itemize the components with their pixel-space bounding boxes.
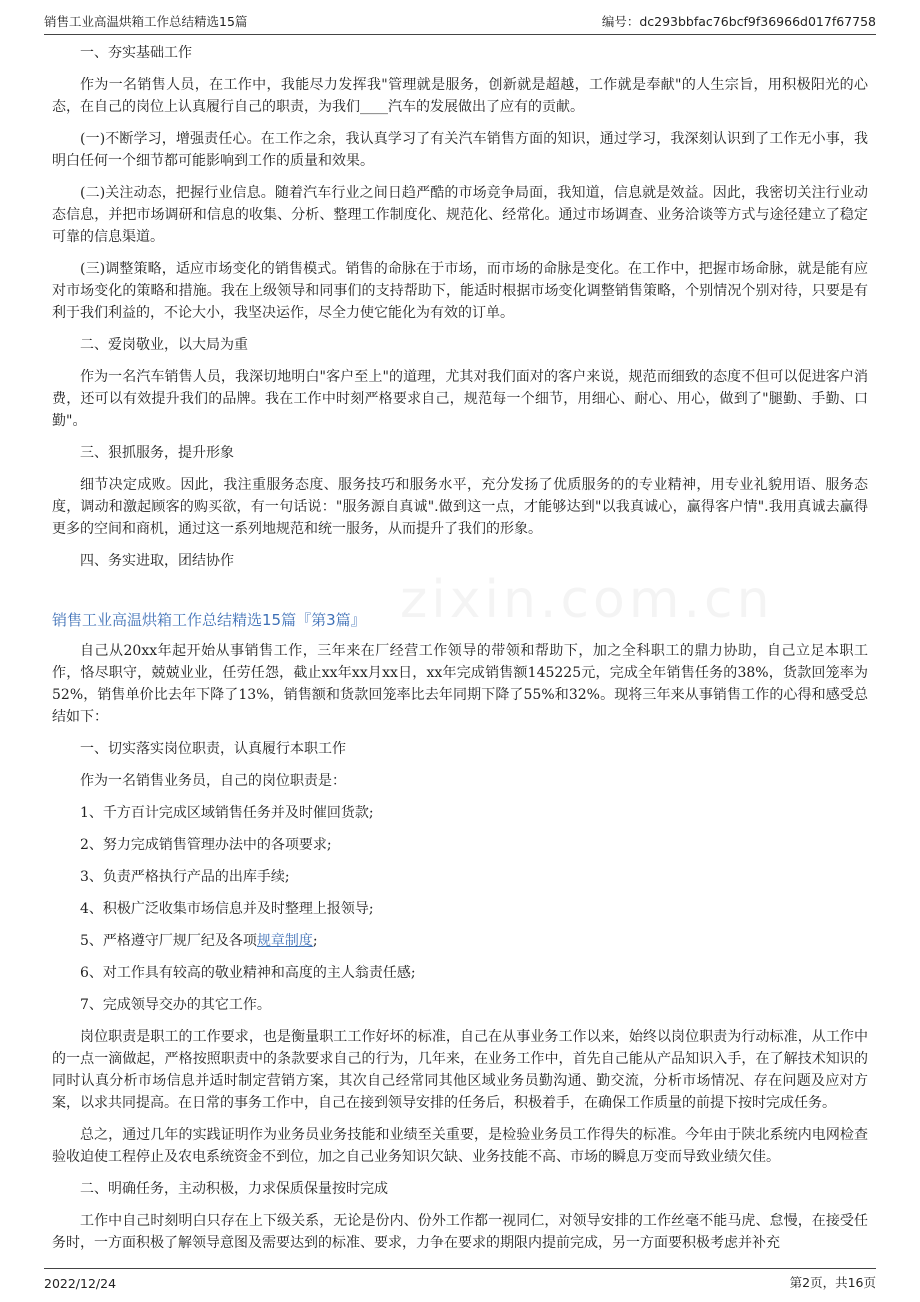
heading-3: 三、狠抓服务，提升形象 [80, 445, 234, 461]
document-number: 编号：dc293bbfac76bcf9f36966d017f67758 [601, 14, 876, 29]
heading-4: 四、务实进取，团结协作 [80, 553, 234, 569]
page-header [44, 12, 876, 35]
list-item: 7、完成领导交办的其它工作。 [80, 997, 271, 1013]
footer-date: 2022/12/24 [44, 1276, 117, 1291]
paragraph: 工作中自己时刻明白只存在上下级关系，无论是份内、份外工作都一视同仁，对领导安排的工作丝毫不能马虎、怠慢，在接受任务时，一方面积极了解领导意图及需要达到的标准、要求，力争在要求的期限内提前完成，另一方面要积极考虑并补充 [52, 1213, 868, 1251]
heading-2: 二、爱岗敬业，以大局为重 [80, 337, 248, 353]
list-item: 1、千方百计完成区域销售任务并及时催回货款; [80, 805, 374, 821]
paragraph: 作为一名销售人员，在工作中，我能尽力发挥我"管理就是服务，创新就是超越，工作就是奉献"的人生宗旨，用积极阳光的心态，在自己的岗位上认真履行自己的职责，为我们____汽车的发展做出了应有的贡献。 [52, 77, 868, 115]
watermark: zixin.com.cn [400, 570, 774, 630]
paragraph: 自己从20xx年起开始从事销售工作，三年来在厂经营工作领导的带领和帮助下，加之全科职工的鼎力协助，自己立足本职工作，恪尽职守，兢兢业业，任劳任怨，截止xx年xx月xx日，xx年完成销售额145225元，完成全年销售任务的38%，货款回笼率为52%，销售单价比去年下降了13%，销售额和货款回笼率比去年同期下降了55%和32%。现将三年来从事销售工作的心得和感受总结如下： [52, 643, 868, 725]
section-title[interactable]: 销售工业高温烘箱工作总结精选15篇『第3篇』 [52, 611, 366, 629]
paragraph: 细节决定成败。因此，我注重服务态度、服务技巧和服务水平，充分发扬了优质服务的的专业精神，用专业礼貌用语、服务态度，调动和激起顾客的购买欲，有一句话说："服务源自真诚".做到这一点，才能够达到"以我真诚心，赢得客户情".我用真诚去赢得更多的空间和商机，通过这一系列地规范和统一服务，从而提升了我们的形象。 [52, 477, 868, 537]
regulations-link[interactable]: 规章制度 [256, 933, 313, 949]
page-footer [44, 1268, 876, 1291]
list-item: 2、努力完成销售管理办法中的各项要求; [80, 837, 332, 853]
list-item [52, 930, 868, 952]
paragraph: 总之，通过几年的实践证明作为业务员业务技能和业绩至关重要，是检验业务员工作得失的标准。今年由于陕北系统内电网检查验收迫使工程停止及农电系统资金不到位，加之自己业务知识欠缺、业务技能不高、市场的瞬息万变而导致业绩欠佳。 [52, 1127, 868, 1165]
paragraph: (三)调整策略，适应市场变化的销售模式。销售的命脉在于市场，而市场的命脉是变化。在工作中，把握市场命脉，就是能有应对市场变化的策略和措施。我在上级领导和同事们的支持帮助下，能适时根据市场变化调整销售策略，个别情况个别对待，只要是有利于我们利益的，不论大小，我坚决运作，尽全力使它能化为有效的订单。 [52, 261, 868, 321]
paragraph: (二)关注动态，把握行业信息。随着汽车行业之间日趋严酷的市场竞争局面，我知道，信息就是效益。因此，我密切关注行业动态信息，并把市场调研和信息的收集、分析、整理工作制度化、规范化、经常化。通过市场调查、业务洽谈等方式与途径建立了稳定可靠的信息渠道。 [52, 185, 868, 245]
heading: 二、明确任务，主动积极，力求保质保量按时完成 [80, 1181, 388, 1197]
heading-1: 一、夯实基础工作 [80, 45, 192, 61]
page-number: 第2页，共16页 [789, 1275, 876, 1290]
document-title: 销售工业高温烘箱工作总结精选15篇 [44, 14, 248, 29]
list-item: 4、积极广泛收集市场信息并及时整理上报领导; [80, 901, 374, 917]
paragraph: 作为一名销售业务员，自己的岗位职责是： [80, 773, 346, 789]
list-item-text: 5、严格遵守厂规厂纪及各项 [80, 933, 257, 949]
paragraph: 岗位职责是职工的工作要求，也是衡量职工工作好坏的标准，自己在从事业务工作以来，始终以岗位职责为行动标准，从工作中的一点一滴做起，严格按照职责中的条款要求自己的行为，几年来，在业务工作中，首先自己能从产品知识入手，在了解技术知识的同时认真分析市场信息并适时制定营销方案，其次自己经常同其他区域业务员勤沟通、勤交流，分析市场情况、存在问题及应对方案，以求共同提高。在日常的事务工作中，自己在接到领导安排的任务后，积极着手，在确保工作质量的前提下按时完成任务。 [52, 1029, 868, 1111]
paragraph: 作为一名汽车销售人员，我深切地明白"客户至上"的道理，尤其对我们面对的客户来说，规范而细致的态度不但可以促进客户消费，还可以有效提升我们的品牌。我在工作中时刻严格要求自己，规范每一个细节，用细心、耐心、用心，做到了"腿勤、手勤、口勤"。 [52, 369, 868, 429]
list-item: 6、对工作具有较高的敬业精神和高度的主人翁责任感; [80, 965, 416, 981]
paragraph: (一)不断学习，增强责任心。在工作之余，我认真学习了有关汽车销售方面的知识，通过学习，我深刻认识到了工作无小事，我明白任何一个细节都可能影响到工作的质量和效果。 [52, 131, 868, 169]
list-item-text: ; [312, 933, 318, 949]
heading: 一、切实落实岗位职责，认真履行本职工作 [80, 741, 346, 757]
list-item: 3、负责严格执行产品的出库手续; [80, 869, 290, 885]
document-body [52, 42, 868, 1254]
